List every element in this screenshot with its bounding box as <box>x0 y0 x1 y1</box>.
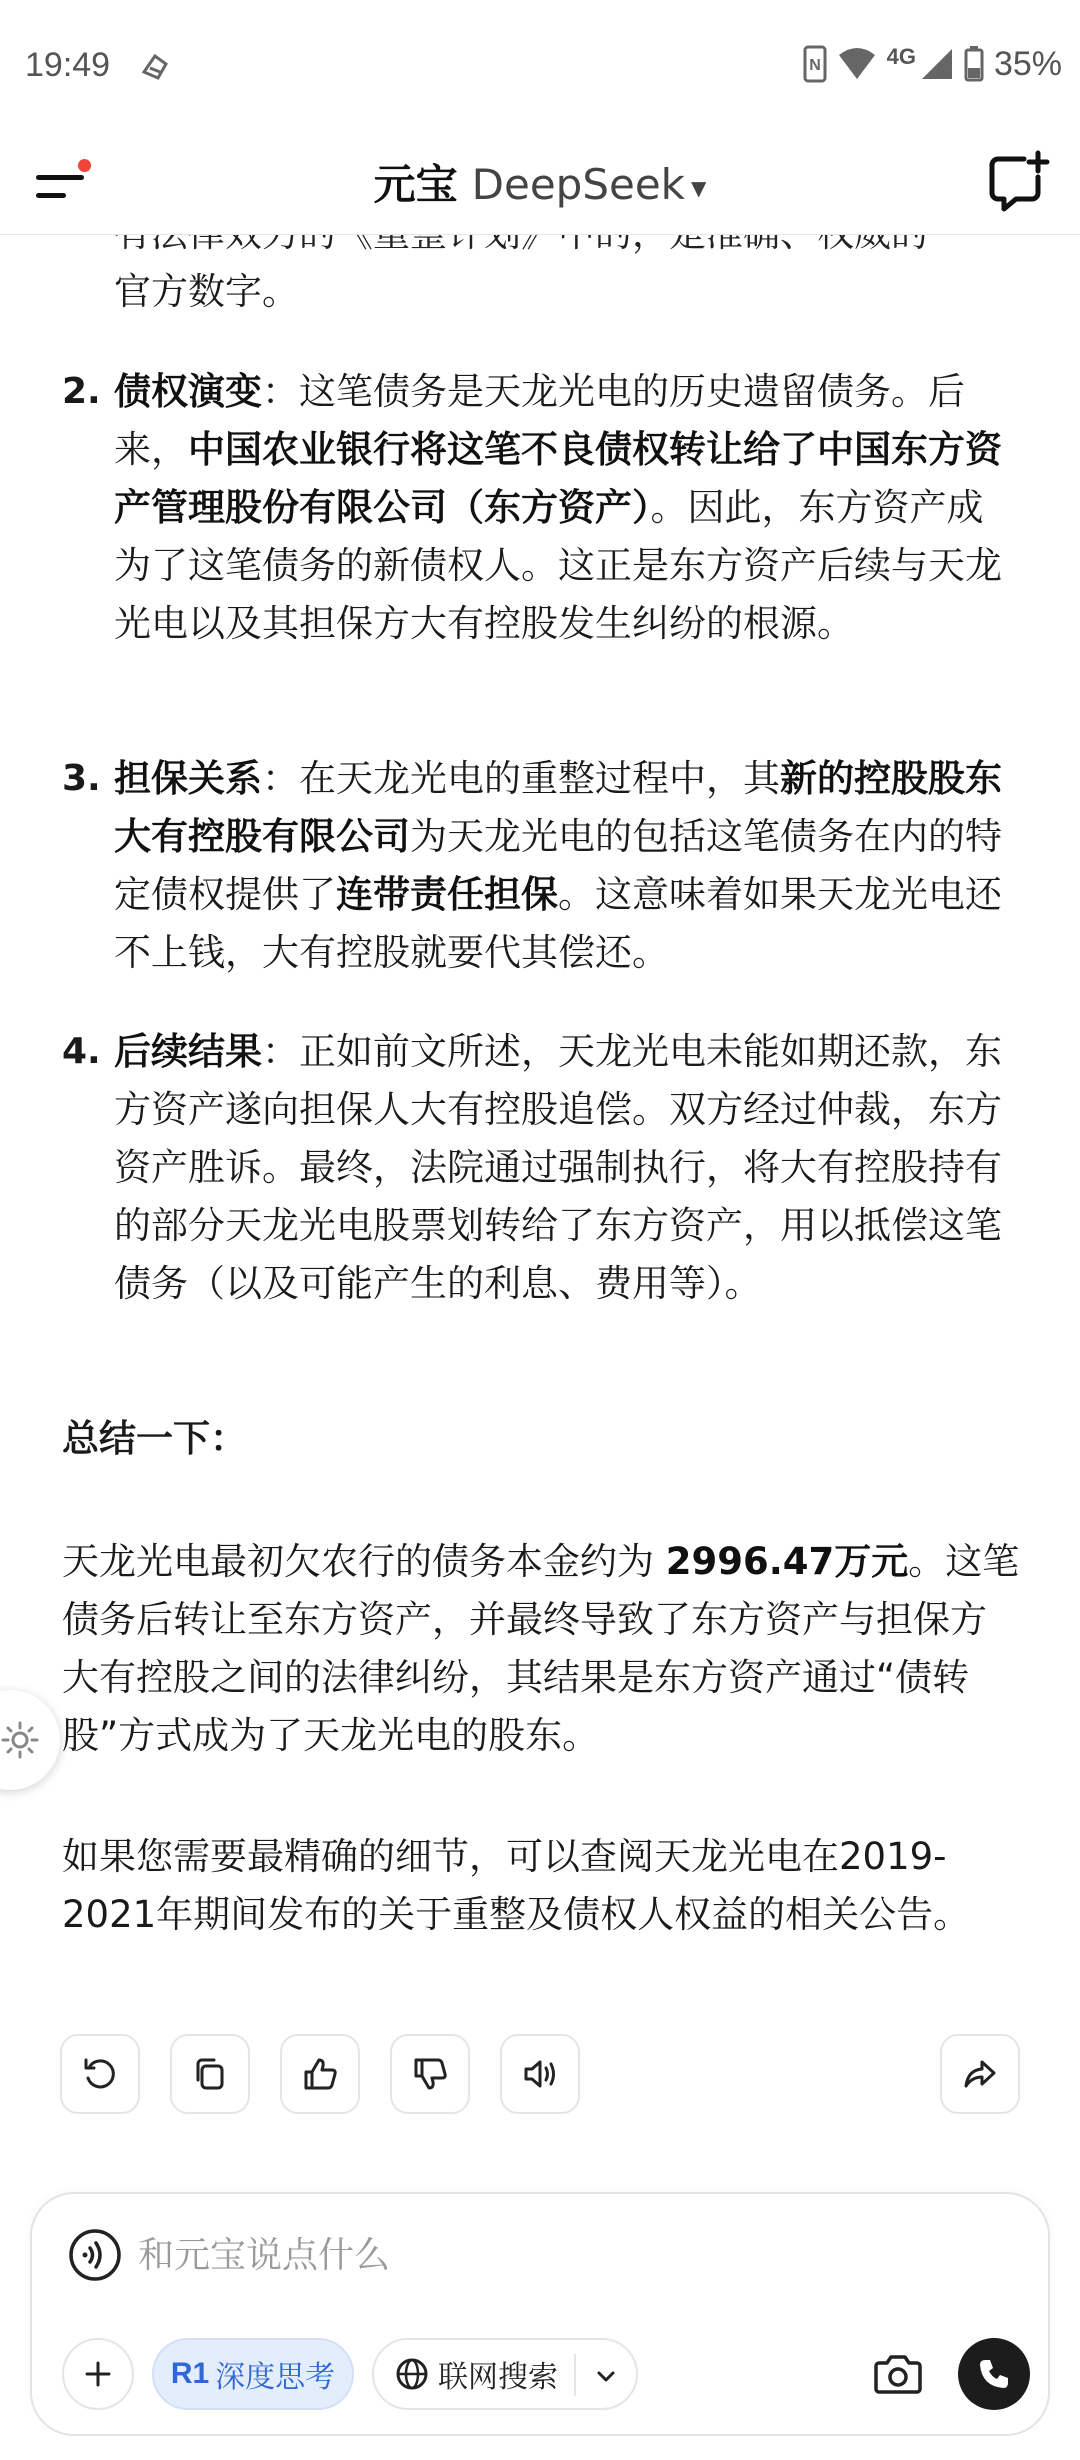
list-item-2 <box>114 363 1014 653</box>
refresh-icon <box>80 2054 120 2094</box>
message-actions <box>0 2034 1080 2114</box>
item-3-bold-2: 连带责任担保 <box>336 873 558 916</box>
divider <box>574 2354 576 2396</box>
list-number-3: 3. <box>62 758 101 799</box>
summary-heading: 总结一下： <box>62 1417 247 1460</box>
chevron-down-icon[interactable] <box>592 2362 620 2390</box>
item-3-text-mid: 为天龙光电的包括这笔债务在内的特定债权提供了 <box>114 815 1002 916</box>
status-bar <box>0 0 1080 135</box>
dropdown-caret-icon: ▼ <box>690 175 707 200</box>
like-button[interactable] <box>280 2034 360 2114</box>
summary-paragraph <box>62 1533 1022 1765</box>
message-input[interactable] <box>138 2230 938 2280</box>
share-button[interactable] <box>940 2034 1020 2114</box>
item-3-text: ：在天龙光电的重整过程中，其 <box>262 757 780 800</box>
item-4-text: ：正如前文所述，天龙光电未能如期还款，东方资产遂向担保人大有控股追偿。双方经过仲裁，东方资产胜诉。最终，法院通过强制执行，将大有控股持有的部分天龙光电股票划转给了东方资产，用以抵偿这笔债务（以及可能产生的利息、费用等）。 <box>114 1030 1002 1305</box>
copy-button[interactable] <box>170 2034 250 2114</box>
voice-call-button[interactable] <box>958 2338 1030 2410</box>
gear-icon <box>0 1720 40 1760</box>
chat-input-box <box>30 2192 1050 2436</box>
item-2-bold: 中国农业银行将这笔不良债权转让给了中国东方资产管理股份有限公司（东方资产） <box>114 428 1002 529</box>
list-item-1-tail: 官方数字。 <box>114 270 299 313</box>
item-2-text: ：这笔债务是天龙光电的历史遗留债务。后来， <box>114 370 965 471</box>
share-icon <box>960 2054 1000 2094</box>
item-2-text-end: 。因此，东方资产成为了这笔债务的新债权人。这正是东方资产后续与天龙光电以及其担保方大有控股发生纠纷的根源。 <box>114 486 1002 645</box>
plus-icon <box>83 2359 113 2389</box>
chat-content <box>0 235 1080 2225</box>
deep-think-label: 深度思考 <box>215 2360 336 2395</box>
item-3-bold: 新的控股股东大有控股有限公司 <box>114 757 1002 858</box>
battery-icon <box>964 46 984 82</box>
list-item-4 <box>114 1023 1014 1313</box>
item-3-title: 担保关系 <box>114 757 262 800</box>
phone-icon <box>976 2356 1012 2392</box>
copy-icon <box>190 2054 230 2094</box>
voice-input-icon[interactable] <box>68 2228 122 2282</box>
app-header <box>0 135 1080 235</box>
nfc-icon <box>803 45 827 83</box>
status-icons <box>803 44 1062 84</box>
item-2-title: 债权演变 <box>114 370 262 413</box>
camera-button[interactable] <box>862 2338 934 2410</box>
status-time: 19:49 <box>25 46 111 84</box>
closing-paragraph: 如果您需要最精确的细节，可以查阅天龙光电在2019-2021年期间发布的关于重整及债权人权益的相关公告。 <box>62 1835 971 1936</box>
summary-text-end: 。这笔债务后转让至东方资产，并最终导致了东方资产与担保方大有控股之间的法律纠纷，其结果是东方资产通过“债转股”方式成为了天龙光电的股东。 <box>62 1540 1020 1757</box>
list-number-2: 2. <box>62 371 101 412</box>
app-title: 元宝 <box>373 160 458 209</box>
model-name: DeepSeek <box>471 160 685 209</box>
deep-think-toggle[interactable] <box>152 2338 354 2410</box>
camera-icon <box>871 2347 925 2401</box>
app-notification-icon <box>138 50 172 84</box>
list-item-3 <box>114 750 1014 982</box>
thumbs-down-icon <box>410 2054 450 2094</box>
summary-amount: 2996.47万元 <box>665 1540 909 1583</box>
new-chat-icon[interactable] <box>984 149 1052 217</box>
speaker-icon <box>520 2054 560 2094</box>
dislike-button[interactable] <box>390 2034 470 2114</box>
battery-percent: 35% <box>993 44 1062 83</box>
web-search-toggle[interactable] <box>372 2338 638 2410</box>
globe-icon <box>394 2356 430 2392</box>
add-attachment-button[interactable] <box>62 2338 134 2410</box>
list-number-4: 4. <box>62 1031 101 1072</box>
item-3-text-end: 。这意味着如果天龙光电还不上钱，大有控股就要代其偿还。 <box>114 873 1002 974</box>
regenerate-button[interactable] <box>60 2034 140 2114</box>
signal-icon <box>920 47 954 81</box>
model-selector[interactable] <box>0 157 1080 216</box>
item-4-title: 后续结果 <box>114 1030 262 1073</box>
svg-text:N: N <box>808 57 821 74</box>
thumbs-up-icon <box>300 2054 340 2094</box>
r1-label: R1 <box>170 2357 210 2390</box>
web-search-label: 联网搜索 <box>438 2360 558 2395</box>
wifi-icon <box>837 47 877 81</box>
summary-text: 天龙光电最初欠农行的债务本金约为 <box>62 1540 666 1583</box>
read-aloud-button[interactable] <box>500 2034 580 2114</box>
network-type: 4G <box>886 44 916 69</box>
